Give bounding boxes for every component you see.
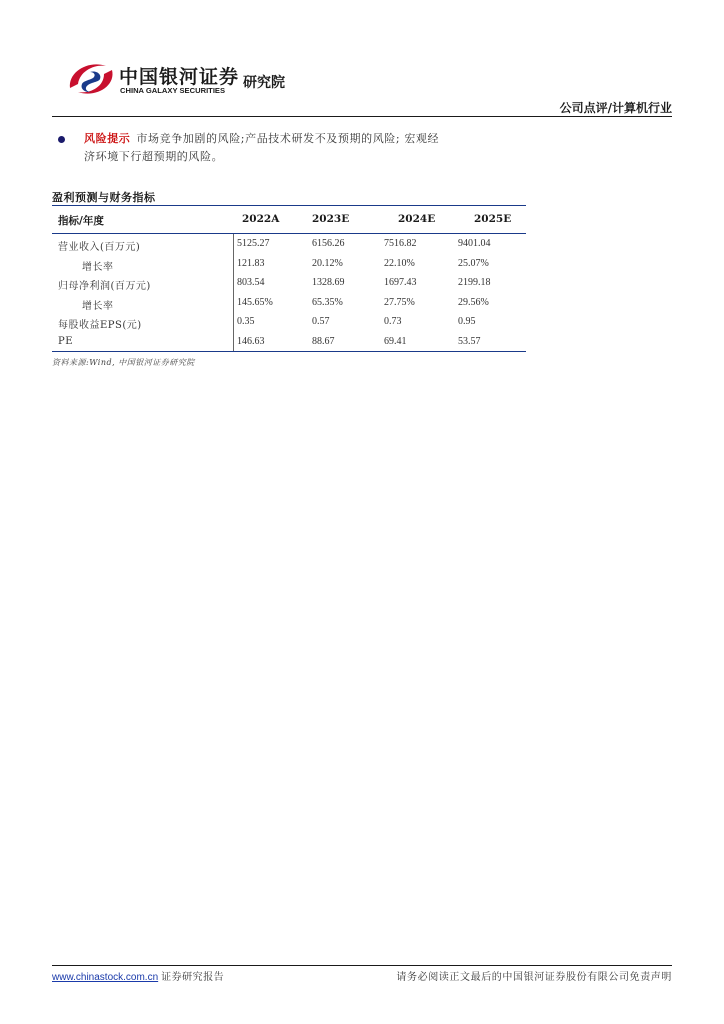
table-cell: 7516.82 xyxy=(384,238,417,249)
table-cell: 20.12% xyxy=(312,258,343,269)
table-row-label: 营业收入(百万元) xyxy=(58,242,141,253)
table-cell: 121.83 xyxy=(237,258,265,269)
brand-name-en: CHINA GALAXY SECURITIES xyxy=(120,86,226,95)
risk-text: 市场竞争加剧的风险;产品技术研发不及预期的风险; 宏观经济环境下行超预期的风险。 xyxy=(84,132,440,163)
table-cell: 146.63 xyxy=(237,336,265,347)
table-cell: 5125.27 xyxy=(237,238,270,249)
table-cell: 6156.26 xyxy=(312,238,345,249)
table-title: 盈利预测与财务指标 xyxy=(52,191,156,204)
table-cell: 0.57 xyxy=(312,316,330,327)
galaxy-logo-icon xyxy=(66,58,116,100)
table-header-label: 指标/年度 xyxy=(58,215,104,227)
brand-name-cn: 中国银河证券 xyxy=(119,66,240,88)
table-row-label: 增长率 xyxy=(82,301,114,312)
table-header-year: 2024E xyxy=(398,213,436,225)
table-row-label: 增长率 xyxy=(82,262,114,273)
risk-label: 风险提示 xyxy=(84,132,131,145)
table-cell: 1328.69 xyxy=(312,277,345,288)
table-row-label: 归母净利润(百万元) xyxy=(58,281,151,292)
table-cell: 27.75% xyxy=(384,297,415,308)
table-cell: 25.07% xyxy=(458,258,489,269)
table-cell: 1697.43 xyxy=(384,277,417,288)
bullet-icon xyxy=(58,136,65,143)
header-divider xyxy=(52,116,672,117)
table-header-year: 2022A xyxy=(242,213,280,225)
table-cell: 29.56% xyxy=(458,297,489,308)
table-cell: 22.10% xyxy=(384,258,415,269)
table-cell: 2199.18 xyxy=(458,277,491,288)
table-top-rule xyxy=(52,205,526,206)
table-cell: 145.65% xyxy=(237,297,273,308)
table-header-rule xyxy=(52,233,526,234)
table-cell: 0.73 xyxy=(384,316,402,327)
table-cell: 88.67 xyxy=(312,336,335,347)
disclaimer-note: 请务必阅读正文最后的中国银河证券股份有限公司免责声明 xyxy=(396,972,672,983)
table-cell: 803.54 xyxy=(237,277,265,288)
table-bottom-rule xyxy=(52,351,526,352)
footer-left xyxy=(52,968,224,983)
table-column-divider xyxy=(233,234,234,351)
table-cell: 53.57 xyxy=(458,336,481,347)
table-row-label: PE xyxy=(58,336,74,347)
website-link[interactable]: www.chinastock.com.cn xyxy=(52,972,159,983)
document-type: 公司点评/计算机行业 xyxy=(559,101,672,115)
table-header-year: 2025E xyxy=(474,213,512,225)
table-cell: 69.41 xyxy=(384,336,407,347)
table-cell: 9401.04 xyxy=(458,238,491,249)
table-source-note: 资料来源:Wind, 中国银河证券研究院 xyxy=(52,358,195,367)
institute-label: 研究院 xyxy=(243,75,285,91)
report-type-label: 证券研究报告 xyxy=(161,972,225,983)
table-cell: 65.35% xyxy=(312,297,343,308)
table-cell: 0.35 xyxy=(237,316,255,327)
table-cell: 0.95 xyxy=(458,316,476,327)
risk-paragraph xyxy=(84,130,444,166)
table-header-year: 2023E xyxy=(312,213,350,225)
table-row-label: 每股收益EPS(元) xyxy=(58,320,142,331)
footer-divider xyxy=(52,965,672,966)
